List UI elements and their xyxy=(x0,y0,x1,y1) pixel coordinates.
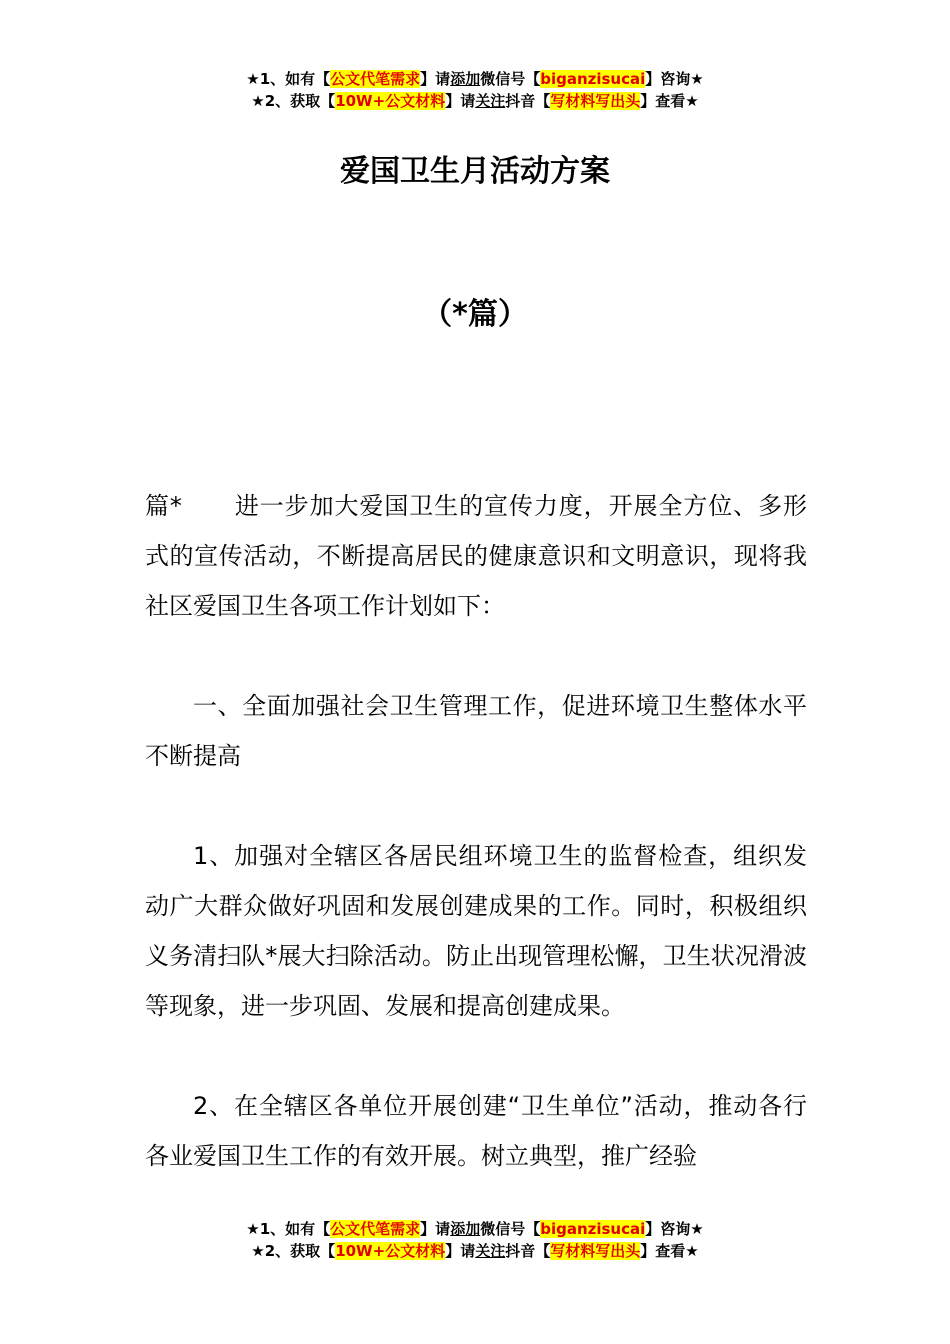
banner-text: 】咨询★ xyxy=(645,70,704,88)
banner-line-2 xyxy=(0,90,950,112)
paragraph-intro xyxy=(145,481,807,631)
footer-banner xyxy=(0,1218,950,1262)
paragraph-item-2: 2、在全辖区各单位开展创建“卫生单位”活动，推动各行各业爱国卫生工作的有效开展。树立典型，推广经验 xyxy=(145,1092,807,1170)
banner-text: 抖音【 xyxy=(505,92,551,110)
banner-text: 】咨询★ xyxy=(645,1220,704,1238)
banner-text: 】查看★ xyxy=(640,92,699,110)
banner-highlight: 10W+公文材料 xyxy=(335,92,446,110)
banner-text: 】请 xyxy=(445,92,476,110)
banner-line-1 xyxy=(0,68,950,90)
banner-text: 】请 xyxy=(445,1242,476,1260)
banner-underlined: 关注 xyxy=(475,92,506,110)
banner-underlined: 关注 xyxy=(475,1242,506,1260)
paragraph-heading-1: 一、全面加强社会卫生管理工作，促进环境卫生整体水平不断提高 xyxy=(145,692,807,770)
banner-line-2 xyxy=(0,1240,950,1262)
banner-underlined: 添加 xyxy=(450,70,481,88)
banner-text: 】查看★ xyxy=(640,1242,699,1260)
banner-text: 抖音【 xyxy=(505,1242,551,1260)
banner-highlight: 公文代笔需求 xyxy=(330,1220,421,1238)
document-body xyxy=(145,481,807,1231)
banner-text: 】请 xyxy=(420,1220,451,1238)
document-subtitle: （*篇） xyxy=(422,297,528,332)
paragraph-item-1: 1、加强对全辖区各居民组环境卫生的监督检查，组织发动广大群众做好巩固和发展创建成果的工作。同时，积极组织义务清扫队*展大扫除活动。防止出现管理松懈，卫生状况滑波等现象，进一步巩固、发展和提高创建成果。 xyxy=(145,842,807,1020)
banner-highlight: 公文代笔需求 xyxy=(330,70,421,88)
document-title: 爱国卫生月活动方案 xyxy=(340,154,610,189)
banner-text: 】请 xyxy=(420,70,451,88)
banner-text: 微信号【 xyxy=(480,1220,541,1238)
section-label: 篇* xyxy=(145,492,182,520)
banner-highlight: biganzisucai xyxy=(540,70,646,88)
header-banner xyxy=(0,68,950,112)
banner-text: ★2、获取【 xyxy=(251,92,336,110)
banner-underlined: 添加 xyxy=(450,1220,481,1238)
banner-highlight: 写材料写出头 xyxy=(550,92,641,110)
banner-highlight: biganzisucai xyxy=(540,1220,646,1238)
banner-text: ★2、获取【 xyxy=(251,1242,336,1260)
banner-highlight: 写材料写出头 xyxy=(550,1242,641,1260)
paragraph-text: 进一步加大爱国卫生的宣传力度，开展全方位、多形式的宣传活动，不断提高居民的健康意识和文明意识，现将我社区爱国卫生各项工作计划如下： xyxy=(145,492,808,620)
banner-text: ★1、如有【 xyxy=(246,1220,331,1238)
banner-text: ★1、如有【 xyxy=(246,70,331,88)
banner-line-1 xyxy=(0,1218,950,1240)
banner-highlight: 10W+公文材料 xyxy=(335,1242,446,1260)
banner-text: 微信号【 xyxy=(480,70,541,88)
